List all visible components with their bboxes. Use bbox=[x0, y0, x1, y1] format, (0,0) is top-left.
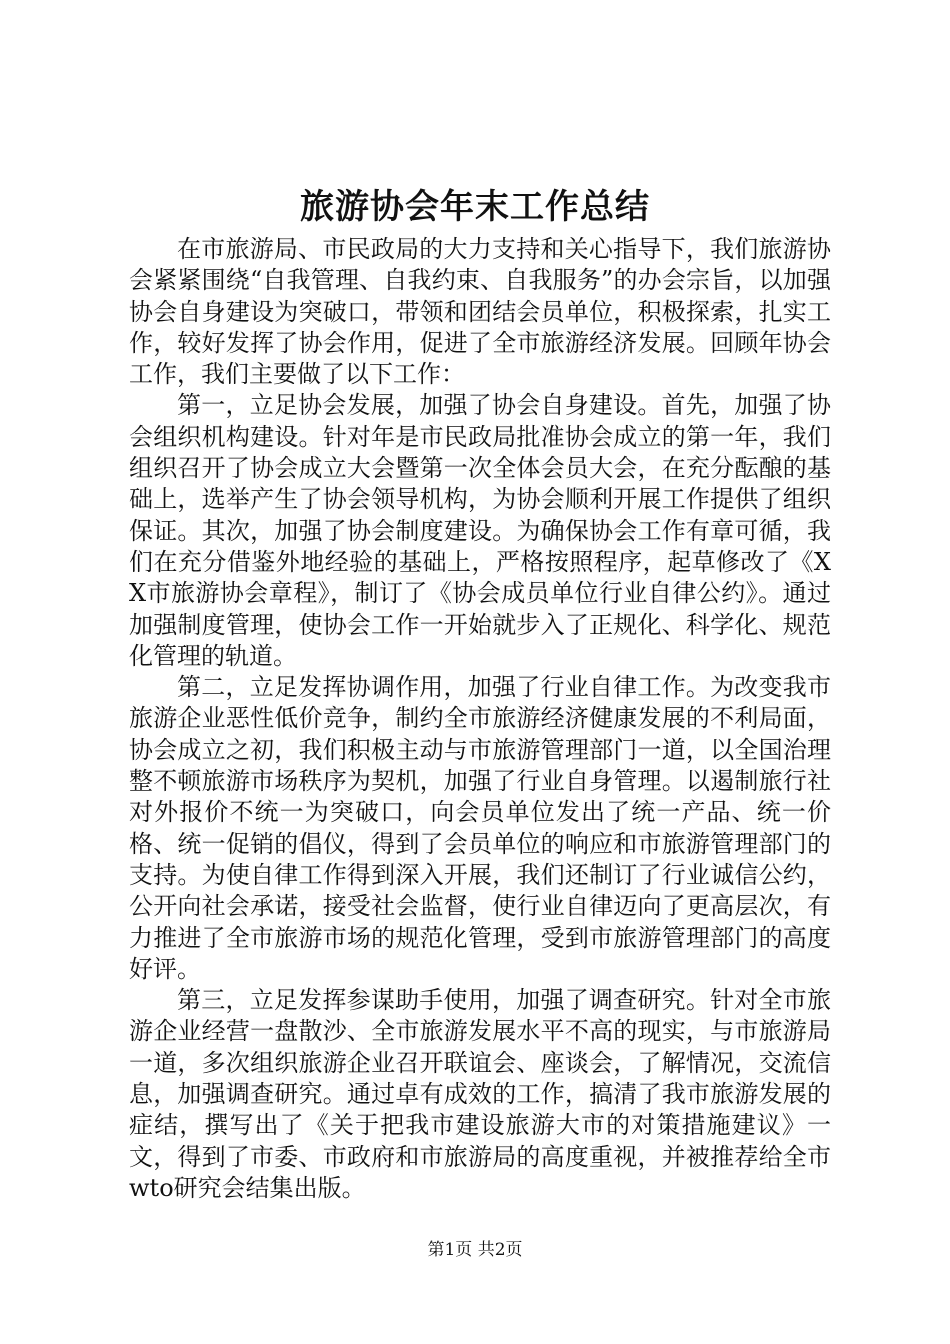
paragraph-second: 第二，立足发挥协调作用，加强了行业自律工作。为改变我市旅游企业恶性低价竞争，制约全市旅游经济健康发展的不利局面，协会成立之初，我们积极主动与市旅游管理部门一道，以全国治理整不顿旅游市场秩序为契机，加强了行业自身管理。以遏制旅行社对外报价不统一为突破口，向会员单位发出了统一产品、统一价格、统一促销的倡仪，得到了会员单位的响应和市旅游管理部门的支持。为使自律工作得到深入开展，我们还制订了行业诚信公约，公开向社会承诺，接受社会监督，使行业自律迈向了更高层次，有力推进了全市旅游市场的规范化管理，受到市旅游管理部门的高度好评。 bbox=[129, 673, 831, 983]
document-body bbox=[129, 234, 831, 1204]
page-number-footer: 第1页 共2页 bbox=[427, 1240, 523, 1260]
paragraph-first: 第一，立足协会发展，加强了协会自身建设。首先，加强了协会组织机构建设。针对年是市民政局批准协会成立的第一年，我们组织召开了协会成立大会暨第一次全体会员大会，在充分酝酿的基础上，选举产生了协会领导机构，为协会顺利开展工作提供了组织保证。其次，加强了协会制度建设。为确保协会工作有章可循，我们在充分借鉴外地经验的基础上，严格按照程序，起草修改了《XX市旅游协会章程》，制订了《协会成员单位行业自律公约》。通过加强制度管理，使协会工作一开始就步入了正规化、科学化、规范化管理的轨道。 bbox=[129, 391, 831, 670]
paragraph-intro: 在市旅游局、市民政局的大力支持和关心指导下，我们旅游协会紧紧围绕“自我管理、自我约束、自我服务”的办会宗旨，以加强协会自身建设为突破口，带领和团结会员单位，积极探索，扎实工作，较好发挥了协会作用，促进了全市旅游经济发展。回顾年协会工作，我们主要做了以下工作： bbox=[129, 235, 831, 389]
paragraph-third: 第三，立足发挥参谋助手使用，加强了调查研究。针对全市旅游企业经营一盘散沙、全市旅游发展水平不高的现实，与市旅游局一道，多次组织旅游企业召开联谊会、座谈会，了解情况，交流信息，加强调查研究。通过卓有成效的工作，搞清了我市旅游发展的症结，撰写出了《关于把我市建设旅游大市的对策措施建议》一文，得到了市委、市政府和市旅游局的高度重视，并被推荐给全市wto研究会结集出版。 bbox=[129, 986, 831, 1202]
document-title: 旅游协会年末工作总结 bbox=[300, 187, 650, 227]
